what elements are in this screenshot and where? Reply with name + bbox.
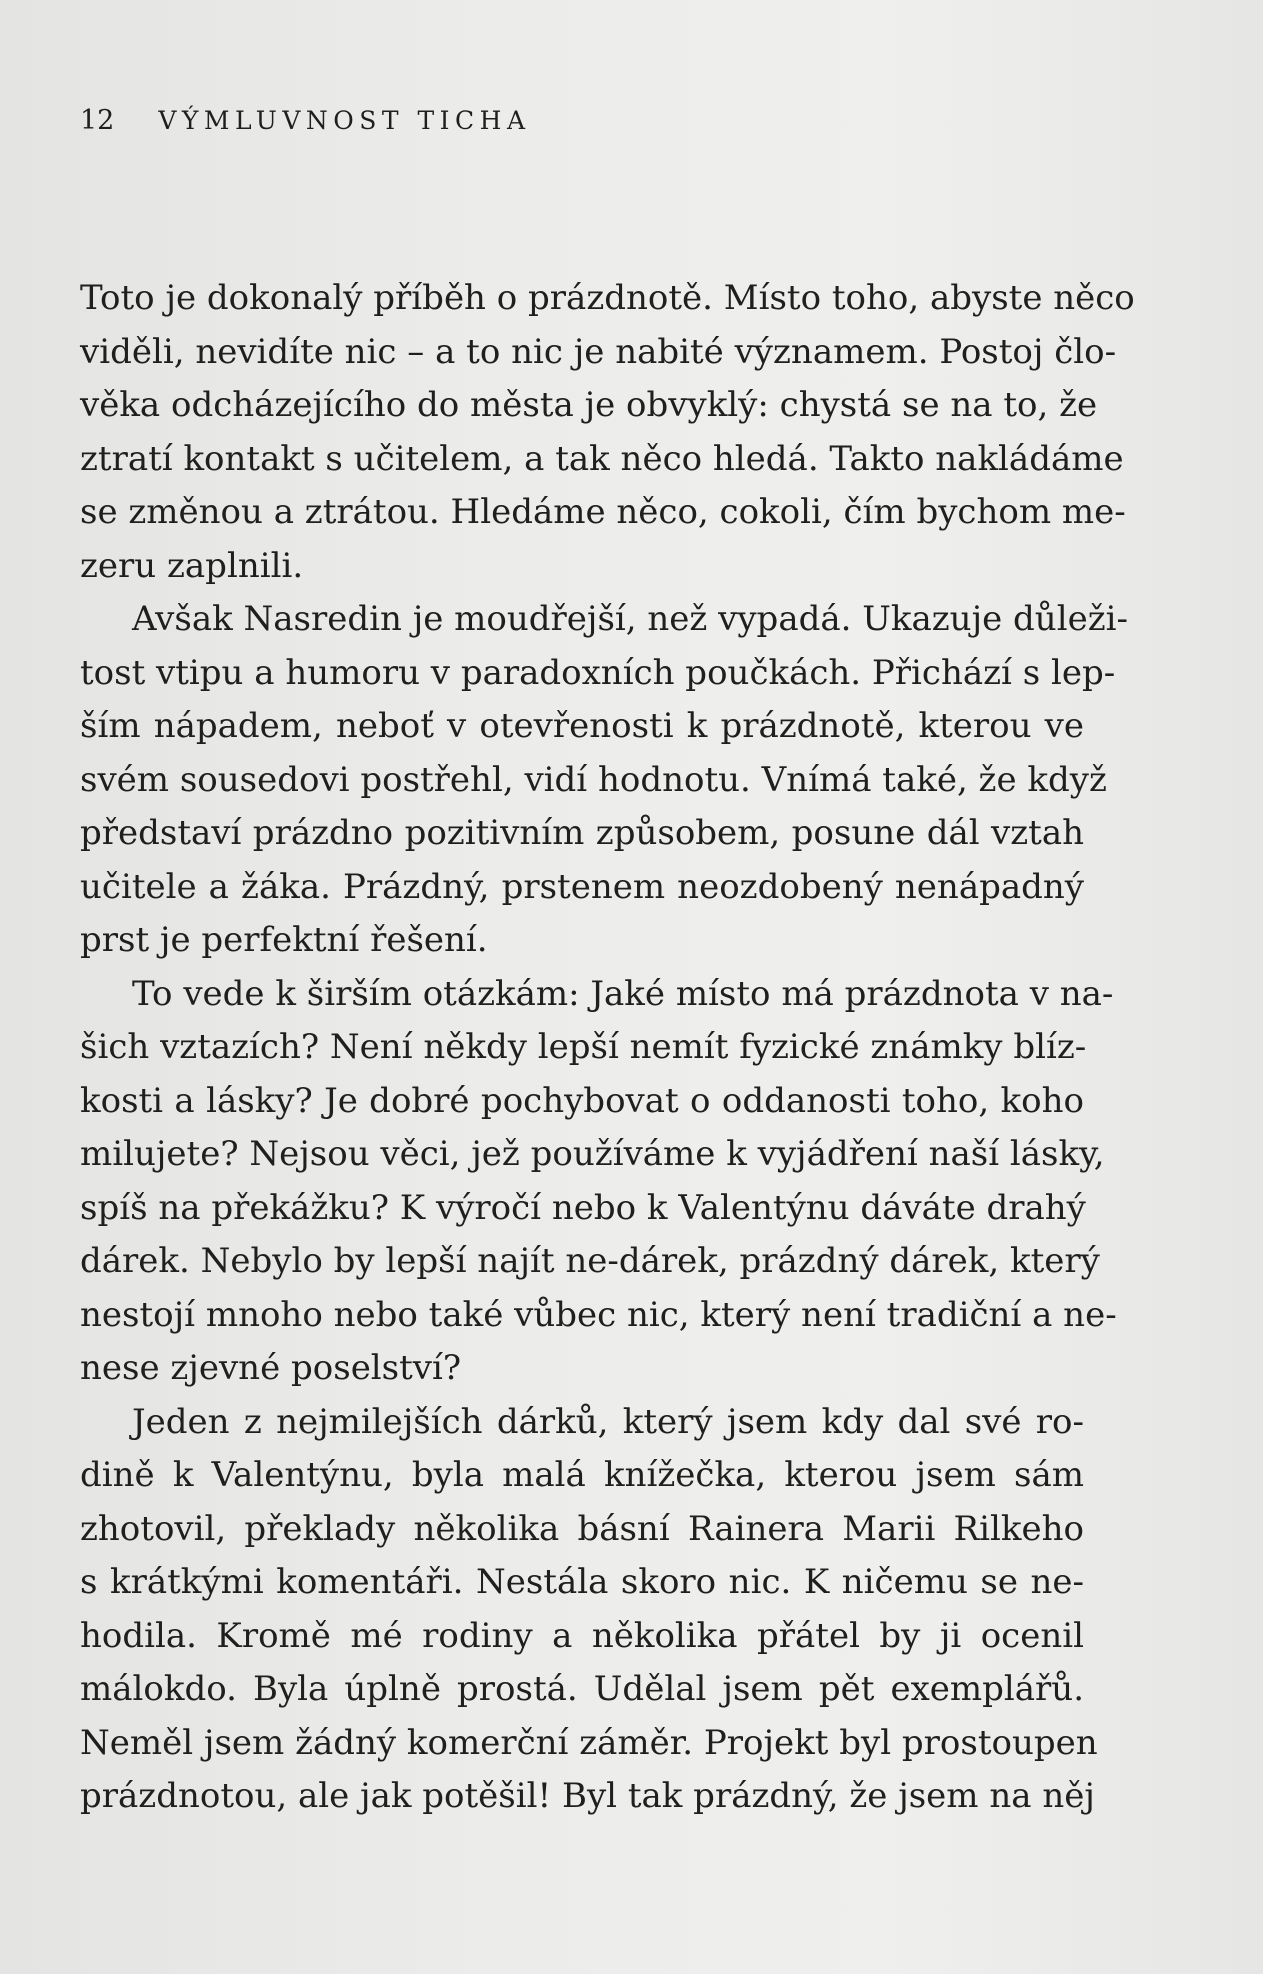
text-line: učitele a žáka. Prázdný, prstenem neozdobený nenápadný [80, 866, 1084, 907]
text-line: s krátkými komentáři. Nestála skoro nic. K ničemu se ne- [80, 1562, 1084, 1602]
text-line: dárek. Nebylo by lepší najít ne-dárek, prázdný dárek, který [80, 1241, 1100, 1281]
paragraph-1 [80, 272, 1135, 593]
text-line: Avšak Nasredin je moudřejší, než vypadá. Ukazuje důleži- [132, 599, 1128, 639]
text-line: nestojí mnoho nebo také vůbec nic, který není tradiční a ne- [80, 1294, 1117, 1335]
page-number: 12 [80, 105, 115, 136]
text-line: Neměl jsem žádný komerční záměr. Projekt byl prostoupen [80, 1722, 1098, 1763]
text-line: zhotovil, překlady několika básní Rainera Marii Rilkeho [80, 1508, 1084, 1549]
paragraph-2 [80, 593, 1128, 968]
text-line: viděli, nevidíte nic – a to nic je nabité významem. Postoj člo- [80, 331, 1117, 372]
text-line: prázdnotou, ale jak potěšil! Byl tak prázdný, že jsem na něj [80, 1776, 1095, 1816]
text-line: věka odcházejícího do města je obvyklý: chystá se na to, že [80, 385, 1098, 425]
paragraph-4 [80, 1396, 1098, 1824]
text-line: se změnou a ztrátou. Hledáme něco, cokoli, čím bychom me- [80, 492, 1126, 532]
text-line: svém sousedovi postřehl, vidí hodnotu. Vnímá také, že když [80, 759, 1107, 800]
text-line: zeru zaplnili. [80, 545, 304, 586]
text-line: šich vztazích? Není někdy lepší nemít fyzické známky blíz- [80, 1027, 1087, 1067]
text-line: ším nápadem, neboť v otevřenosti k prázdnotě, kterou ve [80, 706, 1084, 746]
text-line: tost vtipu a humoru v paradoxních poučkách. Přichází s lep- [80, 652, 1116, 693]
text-line: To vede k širším otázkám: Jaké místo má prázdnota v na- [132, 973, 1114, 1014]
text-line: nese zjevné poselství? [80, 1348, 462, 1388]
body-text [80, 272, 1135, 1824]
text-line: ztratí kontakt s učitelem, a tak něco hledá. Takto nakládáme [80, 438, 1124, 479]
text-line: Jeden z nejmilejších dárků, který jsem kdy dal své ro- [132, 1401, 1084, 1442]
text-line: kosti a lásky? Je dobré pochybovat o oddanosti toho, koho [80, 1080, 1084, 1121]
text-line: prst je perfektní řešení. [80, 920, 488, 960]
running-head [80, 104, 531, 138]
text-line: hodila. Kromě mé rodiny a několika přátel by ji ocenil [80, 1615, 1084, 1656]
text-line: dině k Valentýnu, byla malá knížečka, kterou jsem sám [80, 1455, 1084, 1495]
book-title: VÝMLUVNOST TICHA [158, 106, 531, 135]
text-line: málokdo. Byla úplně prostá. Udělal jsem pět exemplářů. [80, 1669, 1084, 1709]
text-line: Toto je dokonalý příběh o prázdnotě. Místo toho, abyste něco [80, 278, 1135, 318]
paragraph-3 [80, 968, 1117, 1396]
text-line: představí prázdno pozitivním způsobem, posune dál vztah [80, 813, 1084, 853]
text-line: milujete? Nejsou věci, jež používáme k vyjádření naší lásky, [80, 1134, 1105, 1174]
text-line: spíš na překážku? K výročí nebo k Valentýnu dáváte drahý [80, 1187, 1086, 1228]
